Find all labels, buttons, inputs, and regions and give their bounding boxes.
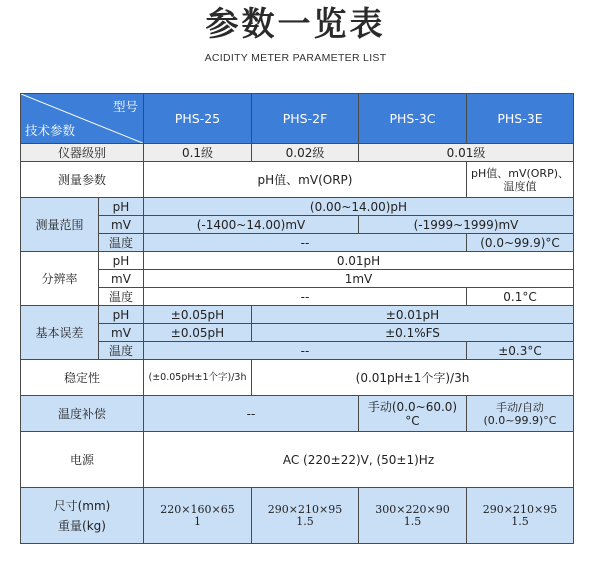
row-label: 测量参数 (21, 162, 144, 198)
sub-label: pH (99, 306, 144, 324)
size-cell (144, 488, 252, 544)
size-label: 尺寸(mm) (53, 498, 111, 513)
group-label: 测量范围 (21, 198, 99, 252)
error-mv-row (21, 324, 574, 342)
sub-label: mV (99, 270, 144, 288)
size-cell (467, 488, 574, 544)
cell-value: ±0.3°C (467, 342, 574, 360)
corner-param-label: 技术参数 (25, 123, 76, 138)
temp-comp-row (21, 396, 574, 432)
cell-value: pH值、mV(ORP)、温度值 (467, 162, 574, 198)
sub-label: pH (99, 198, 144, 216)
cell-value: 0.1级 (144, 144, 252, 162)
cell-value: 1mV (144, 270, 574, 288)
error-ph-row (21, 306, 574, 324)
row-label: 仪器级别 (21, 144, 144, 162)
cell-value: pH值、mV(ORP) (144, 162, 467, 198)
cell-value: AC (220±22)V, (50±1)Hz (144, 432, 574, 488)
cell-value: ±0.1%FS (252, 324, 574, 342)
cell-value: -- (144, 288, 467, 306)
sub-label: 温度 (99, 234, 144, 252)
header-row (21, 94, 574, 144)
row-label (21, 488, 144, 544)
cell-value: -- (144, 234, 467, 252)
cell-value: (-1999~1999)mV (359, 216, 574, 234)
corner-model-label: 型号 (112, 99, 138, 114)
weight-label: 重量(kg) (58, 518, 106, 533)
range-ph-row (21, 198, 574, 216)
dimension-value: 290×210×95 (267, 502, 343, 516)
cell-value: 手动(0.0~60.0)°C (359, 396, 467, 432)
cell-value: 0.01级 (359, 144, 574, 162)
sub-label: 温度 (99, 342, 144, 360)
resolution-ph-row (21, 252, 574, 270)
weight-value: 1 (194, 514, 201, 528)
range-mv-row (21, 216, 574, 234)
sub-label: mV (99, 216, 144, 234)
cell-value: -- (144, 396, 359, 432)
row-label: 温度补偿 (21, 396, 144, 432)
power-row (21, 432, 574, 488)
parameter-table (20, 93, 574, 544)
weight-value: 1.5 (403, 514, 422, 528)
stability-row (21, 360, 574, 396)
cell-value: (0.00~14.00)pH (144, 198, 574, 216)
group-label: 基本误差 (21, 306, 99, 360)
cell-value: ±0.05pH (144, 306, 252, 324)
error-temp-row (21, 342, 574, 360)
cell-value: 0.02级 (252, 144, 359, 162)
sub-label: 温度 (99, 288, 144, 306)
cell-value: ±0.05pH (144, 324, 252, 342)
page-subtitle: ACIDITY METER PARAMETER LIST (204, 52, 387, 64)
cell-value: ±0.01pH (252, 306, 574, 324)
model-header: PHS-3E (467, 94, 574, 144)
cell-value: (±0.05pH±1个字)/3h (144, 360, 252, 396)
group-label: 分辨率 (21, 252, 99, 306)
sub-label: pH (99, 252, 144, 270)
model-header: PHS-25 (144, 94, 252, 144)
resolution-temp-row (21, 288, 574, 306)
row-label: 稳定性 (21, 360, 144, 396)
sub-label: mV (99, 324, 144, 342)
weight-value: 1.5 (296, 514, 314, 528)
size-cell (359, 488, 467, 544)
cell-value: 0.01pH (144, 252, 574, 270)
page-title: 参数一览表 (205, 4, 386, 43)
weight-value: 1.5 (511, 514, 529, 528)
size-cell (252, 488, 359, 544)
cell-value: 手动/自动 (0.0~99.9)°C (467, 396, 574, 432)
cell-value: -- (144, 342, 467, 360)
dimension-value: 300×220×90 (375, 502, 450, 516)
row-label: 电源 (21, 432, 144, 488)
corner-cell (21, 94, 144, 144)
model-header: PHS-3C (359, 94, 467, 144)
cell-value: (-1400~14.00)mV (144, 216, 359, 234)
size-weight-row (21, 488, 574, 544)
dimension-value: 290×210×95 (482, 502, 558, 516)
model-header: PHS-2F (252, 94, 359, 144)
cell-value: (0.0~99.9)°C (467, 234, 574, 252)
cell-value: (0.01pH±1个字)/3h (252, 360, 574, 396)
dimension-value: 220×160×65 (160, 502, 235, 516)
measure-param-row (21, 162, 574, 198)
range-temp-row (21, 234, 574, 252)
grade-row (21, 144, 574, 162)
cell-value: 0.1°C (467, 288, 574, 306)
resolution-mv-row (21, 270, 574, 288)
